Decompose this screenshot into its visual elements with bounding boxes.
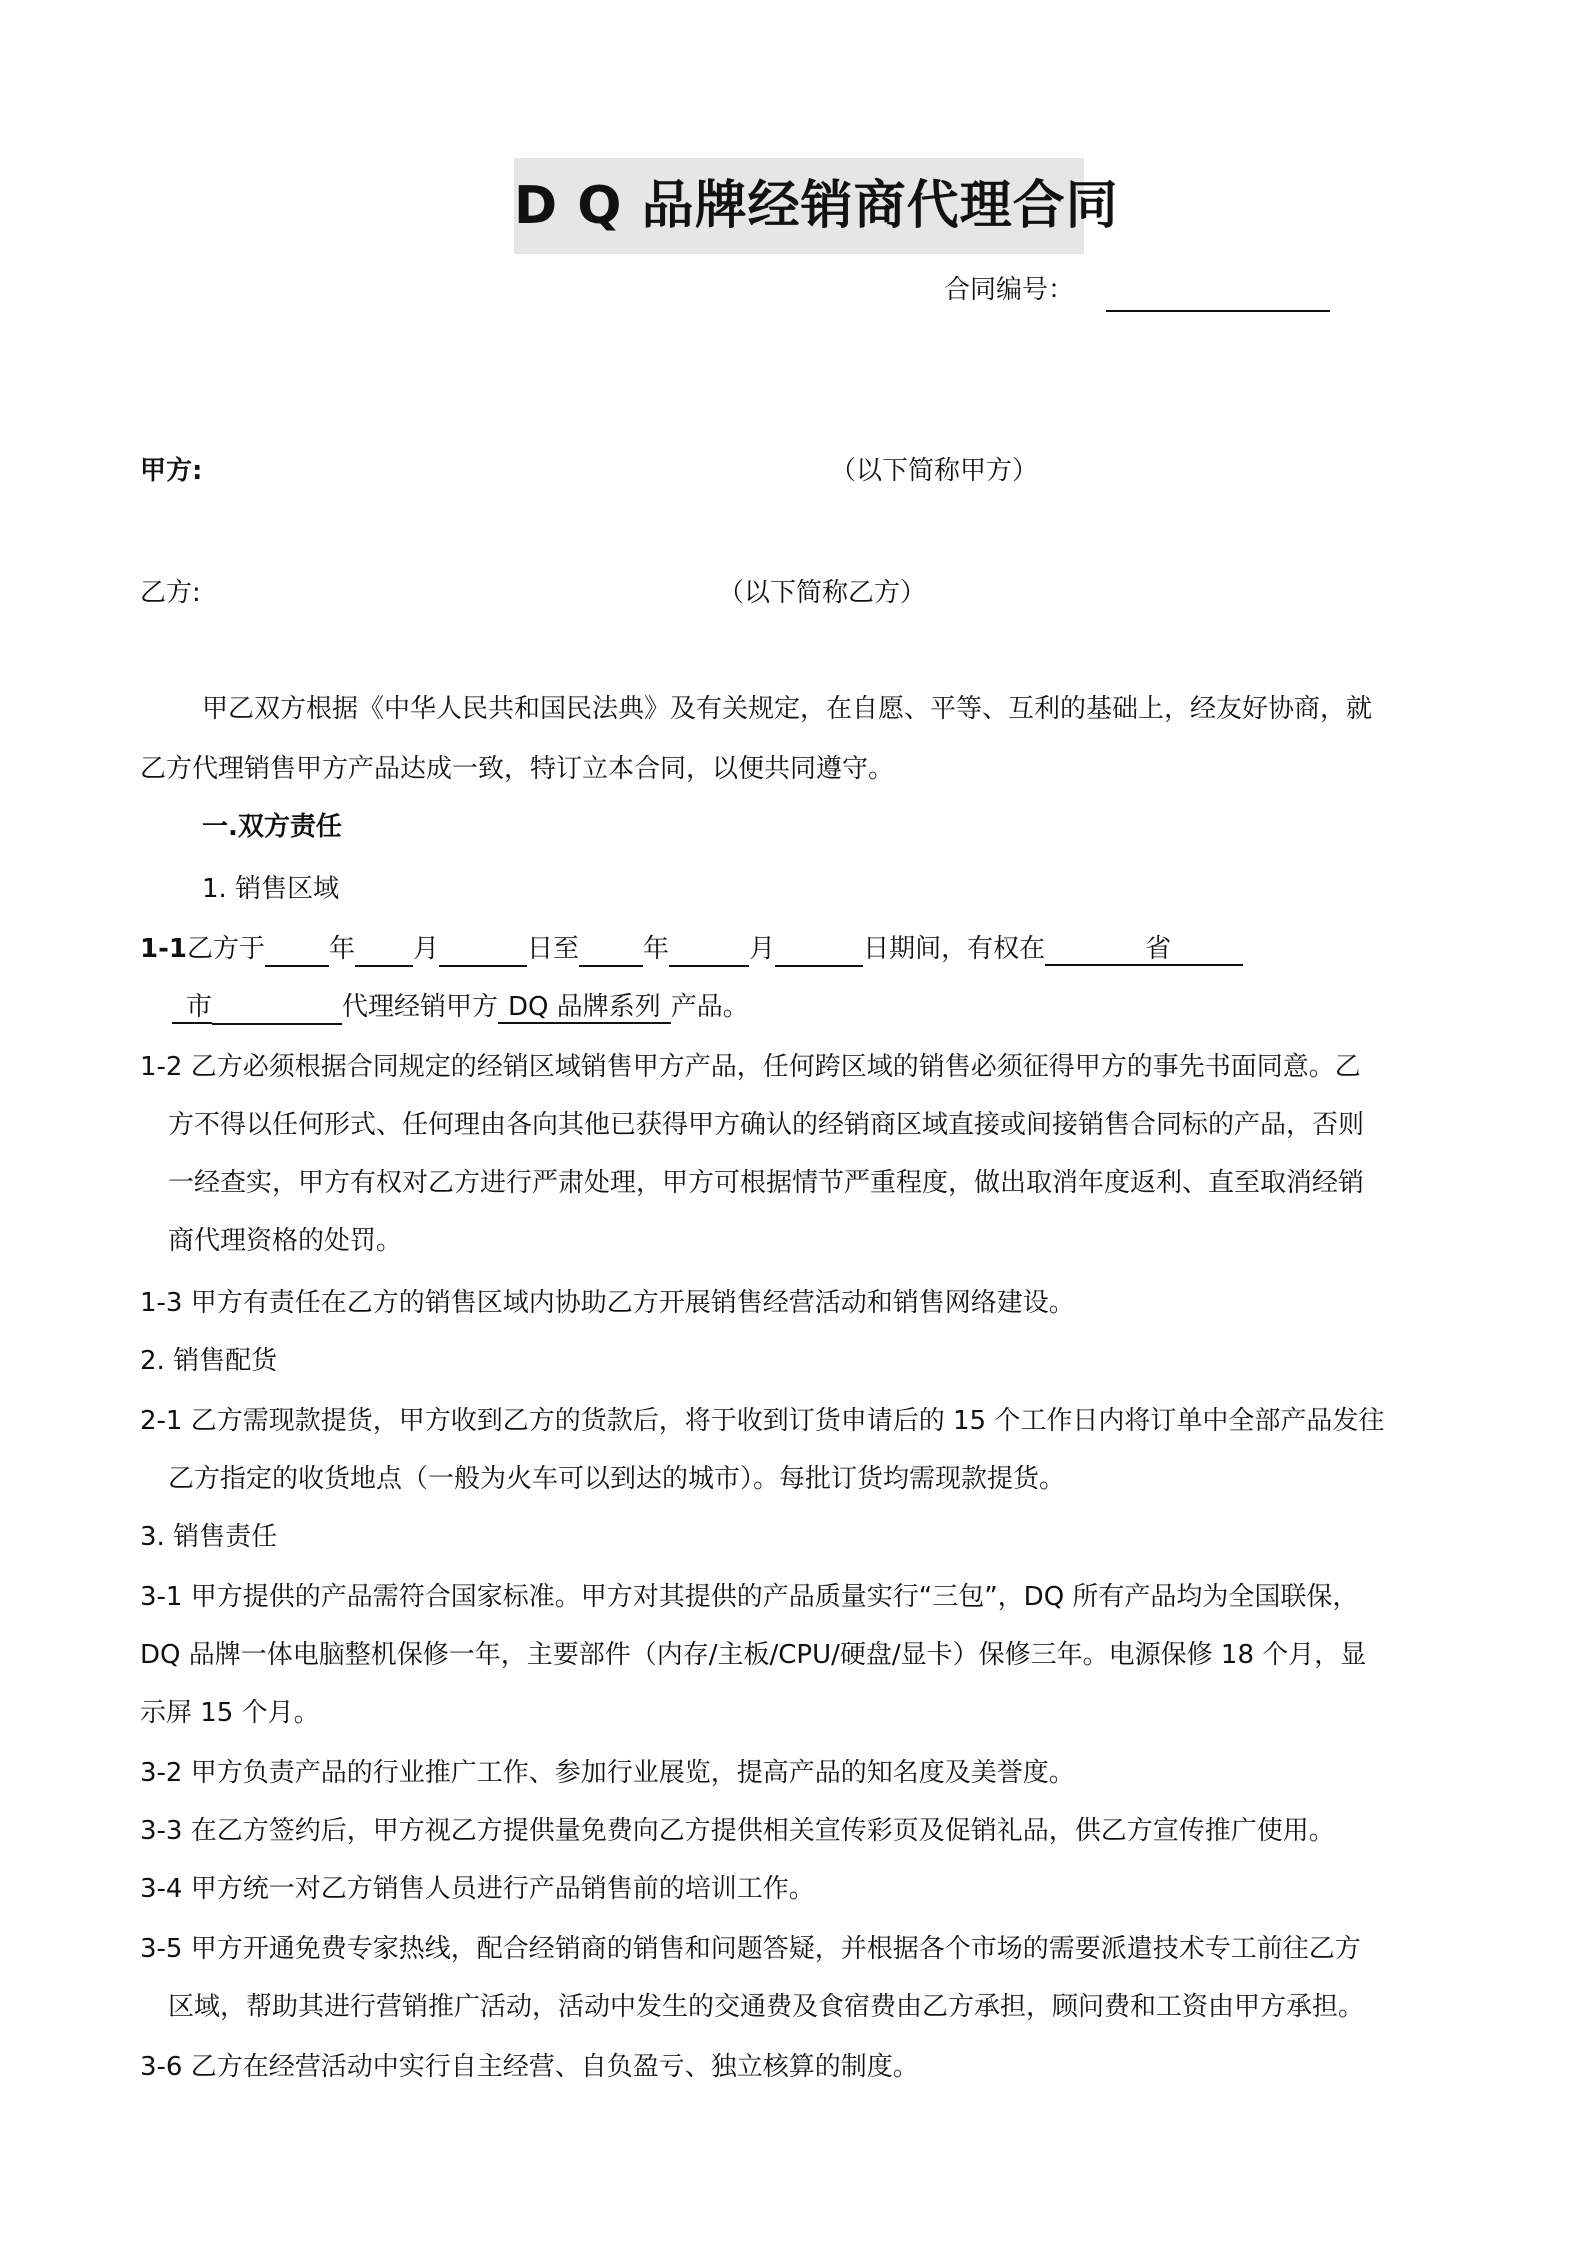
subsection-1-heading: 1. 销售区域 bbox=[202, 874, 340, 904]
document-title: D Q 品牌经销商代理合同 bbox=[514, 158, 1084, 254]
city-blank bbox=[212, 993, 342, 1025]
section-1-heading: 一.双方责任 bbox=[202, 812, 342, 842]
clause-1-2-line-4: 商代理资格的处罚。 bbox=[168, 1226, 403, 1256]
clause-1-1-line-1 bbox=[140, 932, 1243, 967]
party-a-label: 甲方: bbox=[140, 456, 203, 486]
clause-3-5-line-1: 3-5 甲方开通免费专家热线，配合经销商的销售和问题答疑，并根据各个市场的需要派遣技术专工前往乙方 bbox=[140, 1934, 1361, 1964]
clause-text: 乙方于 bbox=[186, 934, 265, 964]
clause-3-2: 3-2 甲方负责产品的行业推广工作、参加行业展览，提高产品的知名度及美誉度。 bbox=[140, 1758, 1075, 1788]
clause-1-1-line-2 bbox=[172, 990, 749, 1025]
clause-text: 日期间，有权在 bbox=[863, 934, 1046, 964]
contract-number-blank bbox=[1106, 310, 1330, 312]
year-blank bbox=[579, 935, 643, 967]
party-b-note: （以下简称乙方） bbox=[718, 578, 927, 608]
party-b-label: 乙方: bbox=[140, 578, 201, 608]
clause-text: 月 bbox=[413, 934, 440, 964]
clause-text: 产品。 bbox=[670, 992, 749, 1022]
product-series: DQ 品牌系列 bbox=[498, 992, 671, 1024]
clause-3-6: 3-6 乙方在经营活动中实行自主经营、自负盈亏、独立核算的制度。 bbox=[140, 2052, 919, 2082]
clause-text: 年 bbox=[329, 934, 356, 964]
month-blank bbox=[355, 935, 413, 967]
intro-line-1: 甲乙双方根据《中华人民共和国民法典》及有关规定，在自愿、平等、互利的基础上，经友好协商，就 bbox=[202, 694, 1373, 724]
clause-text: 日至 bbox=[527, 934, 580, 964]
day-blank bbox=[439, 935, 527, 967]
clause-3-1-line-3: 示屏 15 个月。 bbox=[140, 1698, 320, 1728]
clause-1-2-line-3: 一经查实，甲方有权对乙方进行严肃处理，甲方可根据情节严重程度，做出取消年度返利、直至取消经销 bbox=[168, 1168, 1365, 1198]
subsection-3-heading: 3. 销售责任 bbox=[140, 1522, 278, 1552]
clause-number: 1-1 bbox=[140, 934, 187, 964]
clause-text: 月 bbox=[749, 934, 776, 964]
clause-3-5-line-2: 区域，帮助其进行营销推广活动，活动中发生的交通费及食宿费由乙方承担，顾问费和工资由甲方承担。 bbox=[168, 1992, 1365, 2022]
party-a-note: （以下简称甲方） bbox=[830, 456, 1039, 486]
intro-line-2: 乙方代理销售甲方产品达成一致，特订立本合同，以便共同遵守。 bbox=[140, 754, 895, 784]
clause-text: 代理经销甲方 bbox=[342, 992, 499, 1022]
clause-3-1-line-1: 3-1 甲方提供的产品需符合国家标准。甲方对其提供的产品质量实行“三包”，DQ 所有产品均为全国联保， bbox=[140, 1582, 1359, 1612]
clause-3-3: 3-3 在乙方签约后，甲方视乙方提供量免费向乙方提供相关宣传彩页及促销礼品，供乙方宣传推广使用。 bbox=[140, 1816, 1335, 1846]
contract-number-label: 合同编号： bbox=[944, 275, 1075, 305]
clause-text: 年 bbox=[643, 934, 670, 964]
subsection-2-heading: 2. 销售配货 bbox=[140, 1346, 278, 1376]
clause-1-3: 1-3 甲方有责任在乙方的销售区域内协助乙方开展销售经营活动和销售网络建设。 bbox=[140, 1288, 1075, 1318]
clause-1-2-line-2: 方不得以任何形式、任何理由各向其他已获得甲方确认的经销商区域直接或间接销售合同标的产品，否则 bbox=[168, 1110, 1365, 1140]
month-blank bbox=[669, 935, 749, 967]
clause-2-1-line-1: 2-1 乙方需现款提货，甲方收到乙方的货款后，将于收到订货申请后的 15 个工作日内将订单中全部产品发往 bbox=[140, 1406, 1385, 1436]
year-blank bbox=[265, 935, 329, 967]
day-blank bbox=[775, 935, 863, 967]
city-label: 市 bbox=[172, 992, 212, 1024]
clause-2-1-line-2: 乙方指定的收货地点（一般为火车可以到达的城市）。每批订货均需现款提货。 bbox=[168, 1464, 1066, 1494]
clause-3-4: 3-4 甲方统一对乙方销售人员进行产品销售前的培训工作。 bbox=[140, 1874, 815, 1904]
clause-1-2-line-1: 1-2 乙方必须根据合同规定的经销区域销售甲方产品，任何跨区域的销售必须征得甲方的事先书面同意。乙 bbox=[140, 1052, 1361, 1082]
province-blank: 省 bbox=[1045, 934, 1243, 966]
clause-3-1-line-2: DQ 品牌一体电脑整机保修一年，主要部件（内存/主板/CPU/硬盘/显卡）保修三年。电源保修 18 个月，显 bbox=[140, 1640, 1367, 1670]
